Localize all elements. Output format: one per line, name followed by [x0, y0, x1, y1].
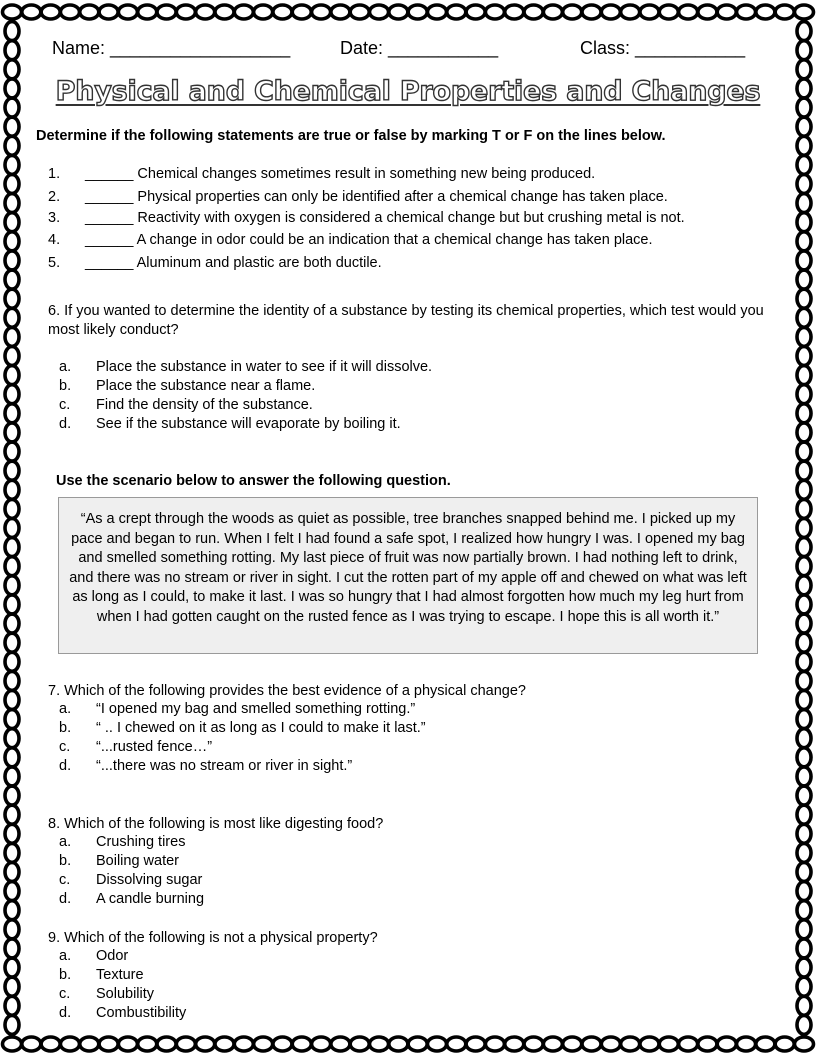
statement-2: 2. ______ Physical properties can only be identified after a chemical change has taken place. [48, 189, 668, 205]
option: d. “...there was no stream or river in sight.” [59, 758, 353, 774]
option: a. Crushing tires [59, 834, 186, 850]
worksheet-title: Physical and Chemical Properties and Changes [55, 76, 761, 107]
option: c. Find the density of the substance. [59, 397, 313, 413]
date-field: Date: ___________ [340, 38, 499, 58]
option: c. Solubility [59, 986, 155, 1002]
option: d. Combustibility [59, 1005, 187, 1021]
scenario-box [58, 497, 758, 654]
instructions: Determine if the following statements are true or false by marking T or F on the lines below. [36, 128, 666, 144]
option: d. See if the substance will evaporate by boiling it. [59, 416, 401, 432]
option: b. Texture [59, 967, 144, 983]
question-7: 7. Which of the following provides the best evidence of a physical change? [48, 683, 526, 699]
option: b. “ .. I chewed on it as long as I could to make it last.” [59, 720, 426, 736]
name-field: Name: __________________ [52, 38, 291, 58]
statement-4: 4. ______ A change in odor could be an indication that a chemical change has taken place. [48, 232, 653, 248]
class-field: Class: ___________ [580, 38, 746, 58]
scenario-text: “As a crept through the woods as quiet as possible, tree branches snapped behind me. I picked up my pace and began to run. When I felt I had found a safe spot, I realized how hungry I was. I opened my bag and smelled something rotting. My last piece of fruit was now partially brown. I had nothing left to drink, and there was no stream or river in sight. I cut the rotten part of my apple off and chewed on what was left as long as I could, to make it last. I was so hungry that I had almost forgotten how much my leg hurt from when I had gotten caught on the rusted fence as I was trying to escape. I hope this is all worth it.” [69, 511, 747, 625]
question-6: 6. If you wanted to determine the identity of a substance by testing its chemical properties, which test would you most likely conduct? [48, 303, 764, 338]
scenario-heading: Use the scenario below to answer the following question. [56, 473, 451, 489]
option: b. Place the substance near a flame. [59, 378, 316, 394]
question-9: 9. Which of the following is not a physical property? [48, 930, 378, 946]
statement-5: 5. ______ Aluminum and plastic are both ductile. [48, 255, 382, 271]
question-8: 8. Which of the following is most like digesting food? [48, 816, 384, 832]
option: a. Place the substance in water to see if it will dissolve. [59, 359, 433, 375]
option: c. “...rusted fence…” [59, 739, 213, 755]
option: b. Boiling water [59, 853, 180, 869]
option: a. Odor [59, 948, 129, 964]
option: a. “I opened my bag and smelled something rotting.” [59, 701, 416, 717]
statement-1: 1. ______ Chemical changes sometimes result in something new being produced. [48, 166, 596, 182]
option: d. A candle burning [59, 891, 205, 907]
statement-3: 3. ______ Reactivity with oxygen is considered a chemical change but but crushing metal is not. [48, 210, 685, 226]
option: c. Dissolving sugar [59, 872, 203, 888]
